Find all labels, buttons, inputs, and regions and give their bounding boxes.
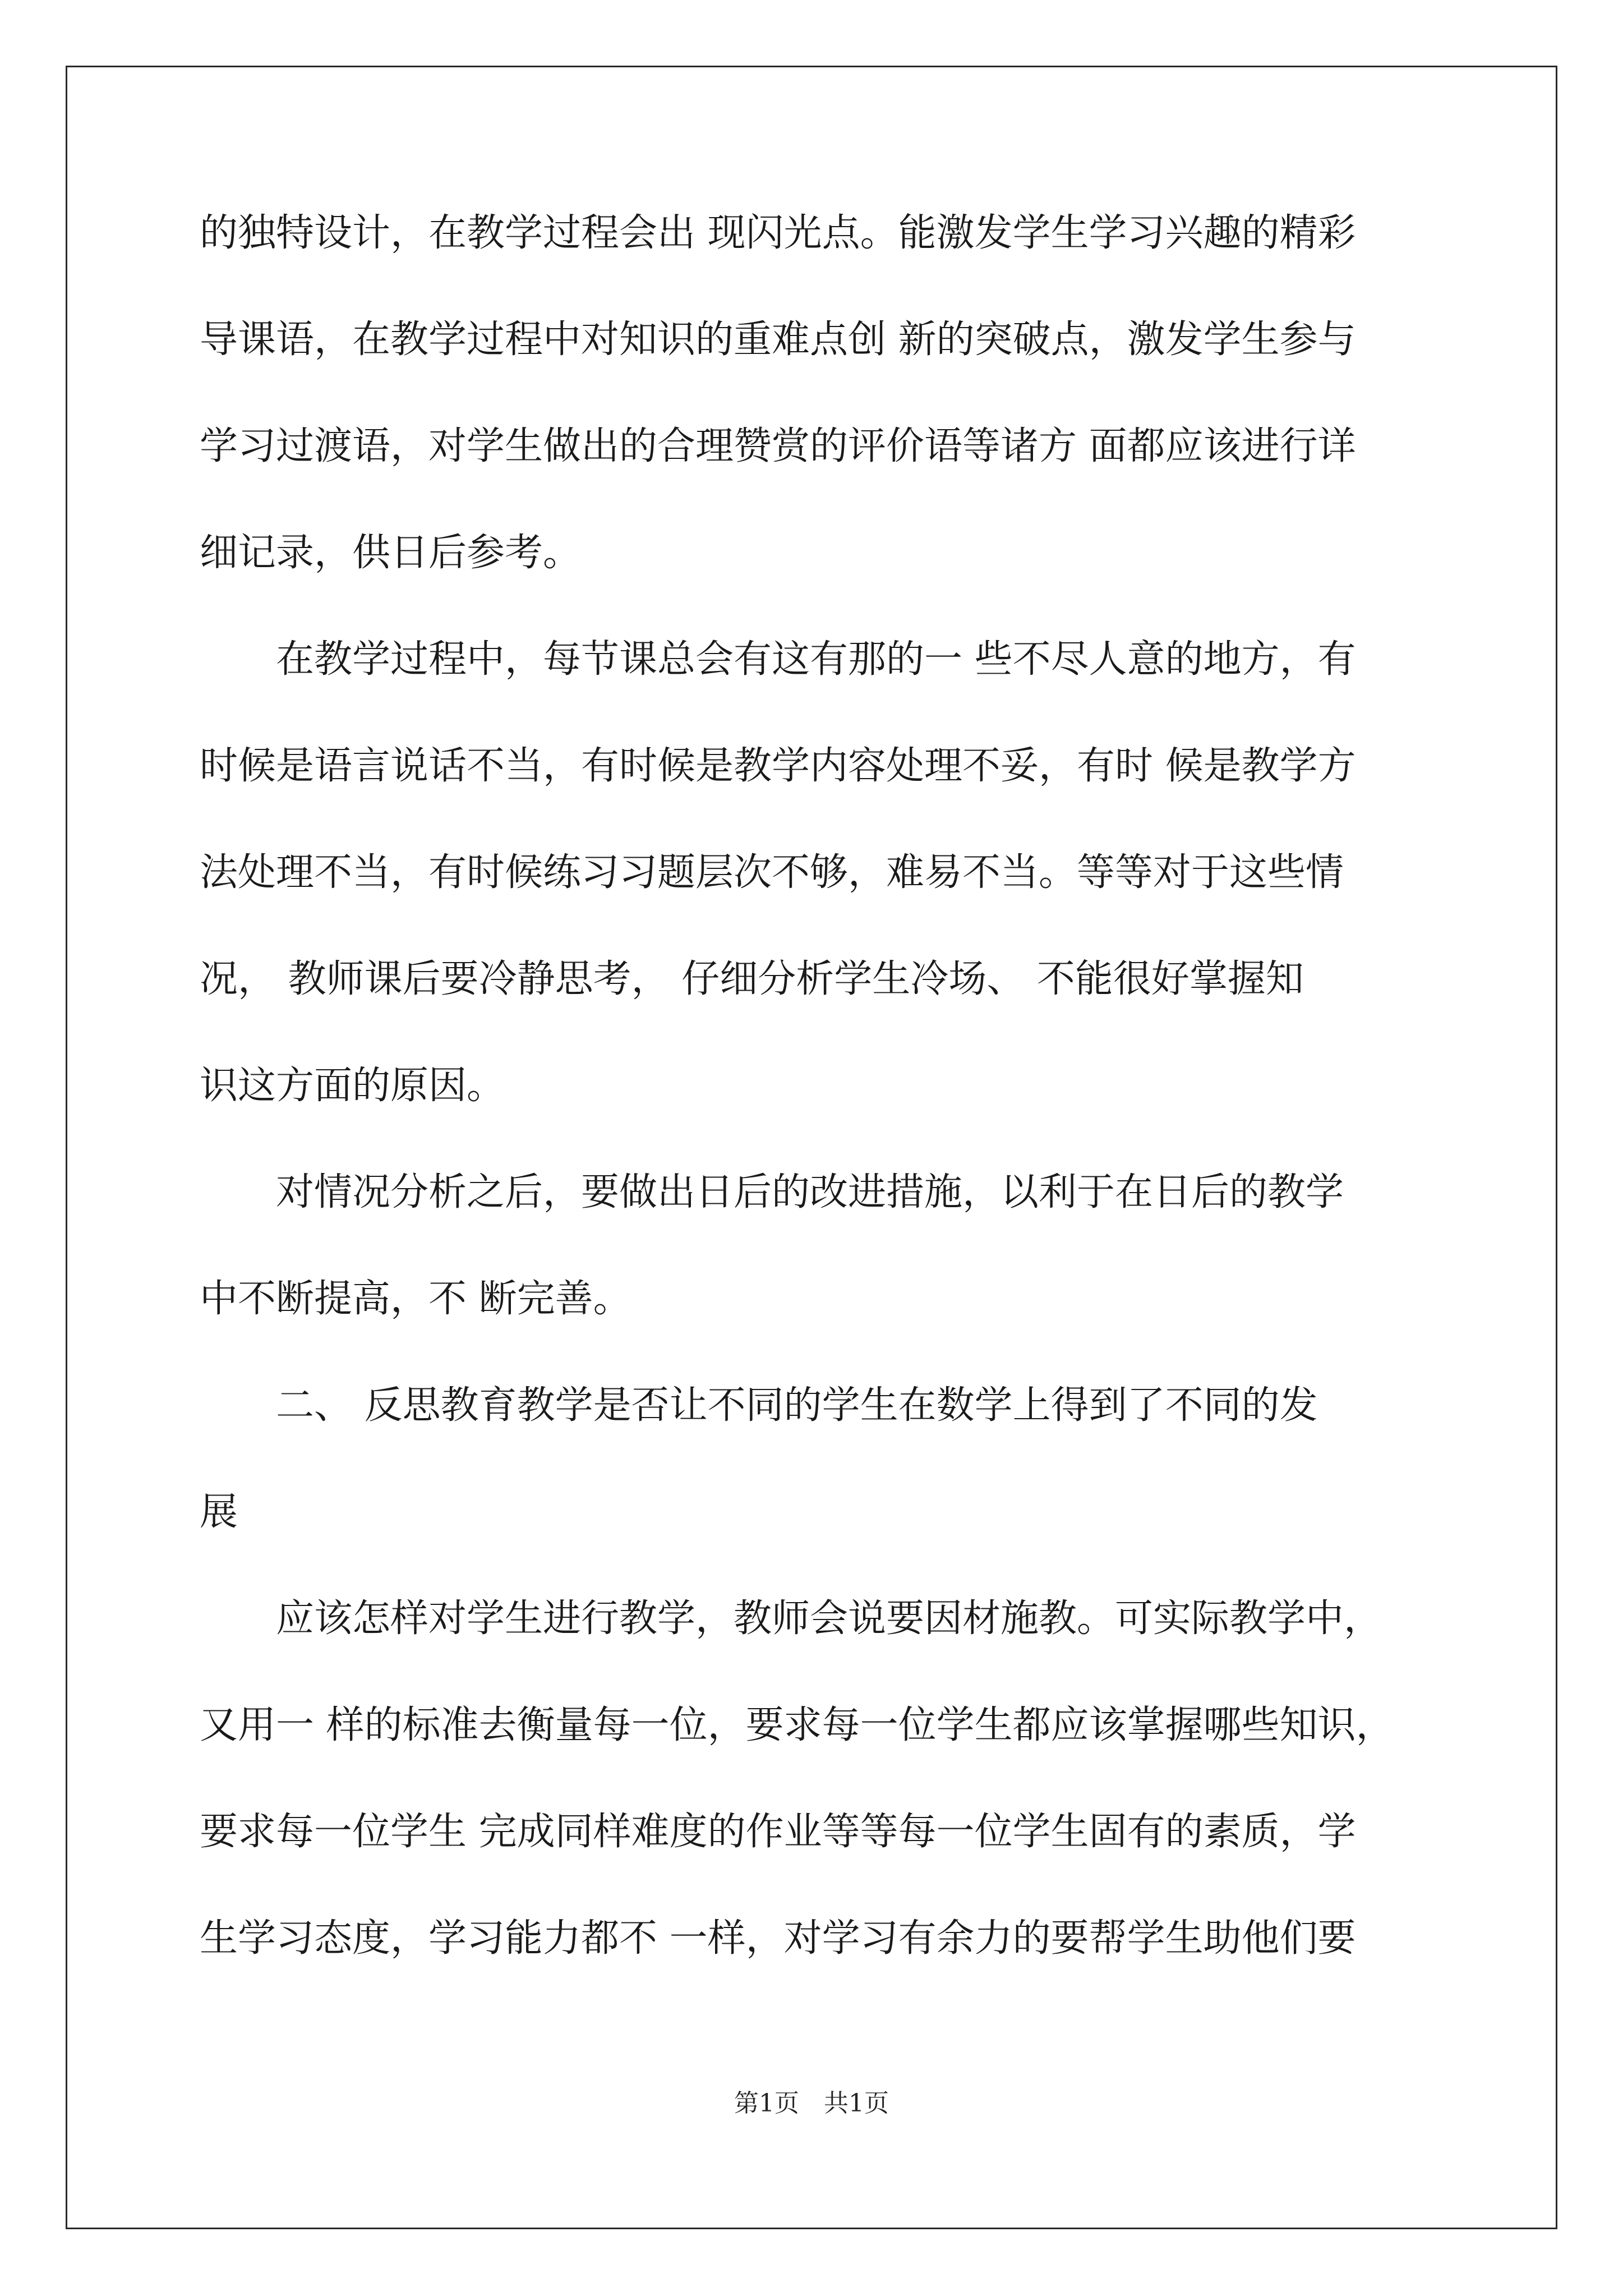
section-heading-line: 展 — [200, 1490, 238, 1534]
body-line: 要求每一位学生 完成同样难度的作业等等每一位学生固有的素质，学 — [200, 1810, 1356, 1854]
page-border — [66, 66, 1557, 2229]
body-line: 识这方面的原因。 — [200, 1064, 505, 1108]
body-line: 法处理不当，有时候练习习题层次不够，难易不当。等等对于这些情 — [200, 850, 1344, 895]
body-line: 中不断提高，不 断完善。 — [200, 1277, 631, 1321]
body-line: 学习过渡语，对学生做出的合理赞赏的评价语等诸方 面都应该进行详 — [200, 424, 1356, 468]
section-heading-line: 二、 反思教育教学是否让不同的学生在数学上得到了不同的发 — [200, 1383, 1318, 1428]
body-line: 导课语，在教学过程中对知识的重难点创 新的突破点，激发学生参与 — [200, 318, 1356, 362]
page-footer: 第1页 共1页 — [734, 2089, 889, 2118]
body-line: 细记录，供日后参考。 — [200, 531, 582, 575]
body-line: 又用一 样的标准去衡量每一位，要求每一位学生都应该掌握哪些知识， — [200, 1703, 1394, 1747]
body-line: 的独特设计，在教学过程会出 现闪光点。能激发学生学习兴趣的精彩 — [200, 211, 1356, 255]
body-line: 应该怎样对学生进行教学，教师会说要因材施教。可实际教学中， — [200, 1596, 1382, 1641]
body-line: 在教学过程中，每节课总会有这有那的一 些不尽人意的地方，有 — [200, 637, 1356, 682]
body-line: 时候是语言说话不当，有时候是教学内容处理不妥，有时 候是教学方 — [200, 744, 1356, 788]
body-line: 生学习态度，学习能力都不 一样，对学习有余力的要帮学生助他们要 — [200, 1916, 1356, 1961]
body-line: 况， 教师课后要冷静思考， 仔细分析学生冷场、 不能很好掌握知 — [200, 957, 1304, 1001]
body-line: 对情况分析之后，要做出日后的改进措施，以利于在日后的教学 — [200, 1170, 1344, 1214]
